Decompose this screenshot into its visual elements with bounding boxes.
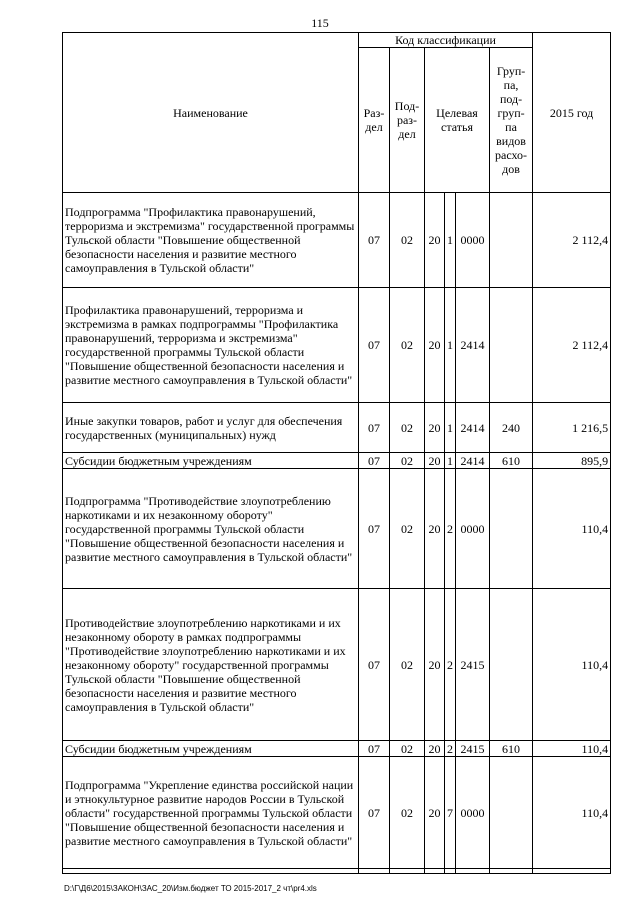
row-sum: 110,4 (533, 469, 611, 589)
row-cs-subprogram: 7 (445, 757, 456, 869)
row-name: Субсидии бюджетным учреждениям (63, 453, 359, 469)
row-expense-type: 610 (490, 741, 533, 757)
row-razdel: 07 (359, 453, 390, 469)
row-cs-direction: 2414 (456, 453, 490, 469)
table-row (63, 741, 611, 757)
row-sum: 110,4 (533, 741, 611, 757)
row-razdel: 07 (359, 469, 390, 589)
row-cs-subprogram: 1 (445, 193, 456, 288)
header-expense-group-label: Груп- па, под- груп- па видов расхо- дов (495, 64, 528, 176)
row-podrazdel: 02 (390, 193, 425, 288)
continuation-cell (390, 869, 425, 874)
row-expense-type (490, 757, 533, 869)
continuation-cell (359, 869, 390, 874)
header-podrazdel (390, 48, 425, 193)
row-cs-subprogram: 2 (445, 469, 456, 589)
header-year: 2015 год (533, 33, 611, 193)
header-razdel-label: Раз- дел (363, 106, 385, 134)
row-podrazdel: 02 (390, 469, 425, 589)
row-sum: 1 216,5 (533, 403, 611, 453)
table-row (63, 403, 611, 453)
row-podrazdel: 02 (390, 403, 425, 453)
row-expense-type: 240 (490, 403, 533, 453)
row-cs-program: 20 (425, 193, 445, 288)
row-cs-direction: 2414 (456, 288, 490, 403)
row-name: Субсидии бюджетным учреждениям (63, 741, 359, 757)
row-expense-type: 610 (490, 453, 533, 469)
row-razdel: 07 (359, 403, 390, 453)
row-cs-direction: 2415 (456, 741, 490, 757)
row-sum: 2 112,4 (533, 288, 611, 403)
row-podrazdel: 02 (390, 288, 425, 403)
row-podrazdel: 02 (390, 589, 425, 741)
row-cs-direction: 2414 (456, 403, 490, 453)
row-cs-subprogram: 2 (445, 589, 456, 741)
row-expense-type (490, 193, 533, 288)
row-cs-subprogram: 2 (445, 741, 456, 757)
row-cs-direction: 0000 (456, 193, 490, 288)
continuation-cell (456, 869, 490, 874)
table-continuation (63, 869, 611, 874)
row-cs-program: 20 (425, 757, 445, 869)
row-podrazdel: 02 (390, 757, 425, 869)
header-name: Наименование (63, 33, 359, 193)
table-row (63, 757, 611, 869)
continuation-cell (490, 869, 533, 874)
row-cs-direction: 0000 (456, 757, 490, 869)
row-podrazdel: 02 (390, 453, 425, 469)
table-row (63, 589, 611, 741)
row-cs-subprogram: 1 (445, 288, 456, 403)
budget-table (62, 32, 611, 874)
row-expense-type (490, 589, 533, 741)
table-row (63, 193, 611, 288)
row-cs-program: 20 (425, 403, 445, 453)
header-podrazdel-label: Под- раз- дел (394, 99, 420, 141)
row-razdel: 07 (359, 193, 390, 288)
row-name: Профилактика правонарушений, терроризма и экстремизма в рамках подпрограммы "Профилактика правонарушений, терроризма и экстремизма" государственной программы Тульской области "Повышение общественной безопасности населения и развитие местного самоуправления в Тульской области" (63, 288, 359, 403)
row-podrazdel: 02 (390, 741, 425, 757)
row-cs-program: 20 (425, 589, 445, 741)
file-path-footer: D:\Г\Д6\2015\ЗАКОН\ЗАС_20\Изм.бюджет ТО 2015-2017_2 чт\pr4.xls (64, 884, 317, 893)
continuation-cell (425, 869, 445, 874)
row-name: Иные закупки товаров, работ и услуг для обеспечения государственных (муниципальных) нужд (63, 403, 359, 453)
row-name: Подпрограмма "Профилактика правонарушений, терроризма и экстремизма" государственной программы Тульской области "Повышение общественной безопасности населения и развитие местного самоуправления в Тульской области" (63, 193, 359, 288)
page-number: 115 (311, 16, 329, 30)
row-expense-type (490, 288, 533, 403)
header-expense-group (490, 48, 533, 193)
row-razdel: 07 (359, 741, 390, 757)
table-row (63, 453, 611, 469)
row-sum: 110,4 (533, 757, 611, 869)
row-expense-type (490, 469, 533, 589)
continuation-cell (445, 869, 456, 874)
row-sum: 895,9 (533, 453, 611, 469)
row-sum: 110,4 (533, 589, 611, 741)
continuation-cell (533, 869, 611, 874)
table-row (63, 469, 611, 589)
row-cs-subprogram: 1 (445, 403, 456, 453)
row-name: Подпрограмма "Противодействие злоупотреблению наркотиками и их незаконному обороту" государственной программы Тульской области "Повышение общественной безопасности населения и развитие местного самоуправления в Тульской области" (63, 469, 359, 589)
table-row (63, 288, 611, 403)
header-classification-code: Код классификации (359, 33, 533, 48)
row-sum: 2 112,4 (533, 193, 611, 288)
continuation-cell (63, 869, 359, 874)
row-name: Подпрограмма "Укрепление единства российской нации и этнокультурное развитие народов России в Тульской области" государственной программы Тульской области "Повышение общественной безопасности населения и развитие местного самоуправления в Тульской области" (63, 757, 359, 869)
row-cs-direction: 2415 (456, 589, 490, 741)
row-cs-program: 20 (425, 288, 445, 403)
row-cs-program: 20 (425, 469, 445, 589)
row-cs-direction: 0000 (456, 469, 490, 589)
row-razdel: 07 (359, 589, 390, 741)
row-razdel: 07 (359, 288, 390, 403)
row-name: Противодействие злоупотреблению наркотиками и их незаконному обороту в рамках подпрограммы "Противодействие злоупотреблению наркотиками и их незаконному обороту" государственной программы Тульской области "Повышение общественной безопасности населения и развитие местного самоуправления в Тульской области" (63, 589, 359, 741)
header-target-article-label: Целевая статья (436, 106, 478, 134)
header-row-1 (63, 33, 611, 48)
row-cs-subprogram: 1 (445, 453, 456, 469)
header-razdel (359, 48, 390, 193)
row-cs-program: 20 (425, 453, 445, 469)
row-cs-program: 20 (425, 741, 445, 757)
header-target-article (425, 48, 490, 193)
row-razdel: 07 (359, 757, 390, 869)
